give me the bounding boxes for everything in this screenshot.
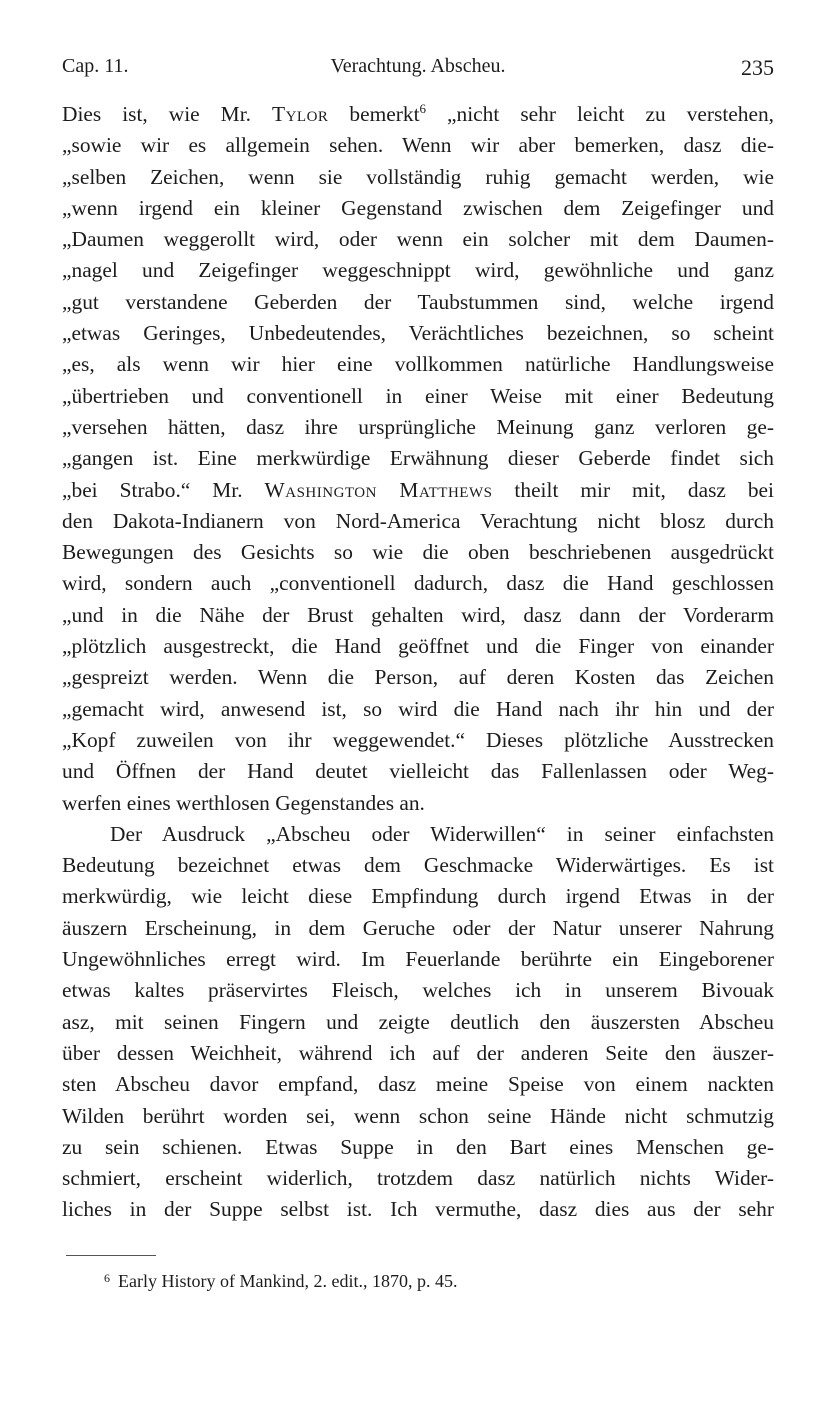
text-line: Bewegungen des Gesichts so wie die oben beschriebenen ausgedrückt <box>62 540 774 565</box>
text-line: Wilden berührt worden sei, wenn schon seine Hände nicht schmutzig <box>62 1103 774 1128</box>
text-line: Ungewöhnliches erregt wird. Im Feuerlande berührte ein Eingeborener <box>62 947 774 972</box>
text-line: schmiert, erscheint widerlich, trotzdem dasz natürlich nichts Wider- <box>62 1166 774 1191</box>
chapter-label: Cap. 11. <box>62 55 129 77</box>
text-line: „und in die Nähe der Brust gehalten wird, dasz dann der Vorderarm <box>62 602 774 627</box>
text-line: den Dakota-Indianern von Nord-America Verachtung nicht blosz durch <box>62 508 774 533</box>
footnote-number: 6 <box>104 1271 110 1285</box>
text-span: „nicht sehr leicht zu verstehen, <box>426 102 775 126</box>
footnote-divider <box>66 1255 156 1256</box>
footnote-ref: 6 <box>419 101 427 116</box>
text-line: Bedeutung bezeichnet etwas dem Geschmacke Widerwärtiges. Es ist <box>62 853 774 878</box>
text-line: „sowie wir es allgemein sehen. Wenn wir aber bemerken, dasz die- <box>62 133 774 158</box>
text-line: Der Ausdruck „Abscheu oder Widerwillen“ in seiner einfachsten <box>110 821 774 846</box>
author-name-tylor: Tylor <box>272 102 329 126</box>
text-line: etwas kaltes präservirtes Fleisch, welches ich in unserem Bivouak <box>62 978 774 1003</box>
text-span: bemerkt <box>328 102 420 126</box>
paragraph-1 <box>62 99 774 819</box>
text-line: „Daumen weggerollt wird, oder wenn ein solcher mit dem Daumen- <box>62 227 774 252</box>
text-line: über dessen Weichheit, während ich auf der anderen Seite den äuszer- <box>62 1040 774 1065</box>
text-line: asz, mit seinen Fingern und zeigte deutlich den äuszersten Abscheu <box>62 1009 774 1034</box>
paragraph-2 <box>62 819 774 1226</box>
text-line: werfen eines werthlosen Gegenstandes an. <box>62 790 425 815</box>
text-line: „versehen hätten, dasz ihre ursprüngliche Meinung ganz verloren ge- <box>62 414 774 439</box>
text-line: sten Abscheu davor empfand, dasz meine Speise von einem nackten <box>62 1072 774 1097</box>
page-number: 235 <box>741 55 774 80</box>
text-span: theilt mir mit, dasz bei <box>492 477 774 502</box>
text-line <box>62 475 774 506</box>
text-line: „gespreizt werden. Wenn die Person, auf deren Kosten das Zeichen <box>62 665 774 690</box>
text-span: Dies ist, wie Mr. <box>62 102 273 126</box>
text-line: und Öffnen der Hand deutet vielleicht das Fallenlassen oder Weg- <box>62 759 774 784</box>
text-line: liches in der Suppe selbst ist. Ich vermuthe, dasz dies aus der sehr <box>62 1197 774 1222</box>
text-line: „gut verstandene Geberden der Taubstummen sind, welche irgend <box>62 289 774 314</box>
text-line <box>62 99 774 130</box>
text-line: zu sein schienen. Etwas Suppe in den Bart eines Menschen ge- <box>62 1134 774 1159</box>
text-line: „Kopf zuweilen von ihr weggewendet.“ Dieses plötzliche Ausstrecken <box>62 727 774 752</box>
text-line: „übertrieben und conventionell in einer Weise mit einer Bedeutung <box>62 383 774 408</box>
text-line: merkwürdig, wie leicht diese Empfindung durch irgend Etwas in der <box>62 884 774 909</box>
text-span: „bei Strabo.“ Mr. <box>62 477 265 502</box>
text-line: „gangen ist. Eine merkwürdige Erwähnung dieser Geberde findet sich <box>62 446 774 471</box>
text-line: „wenn irgend ein kleiner Gegenstand zwischen dem Zeigefinger und <box>62 195 774 220</box>
text-line: „nagel und Zeigefinger weggeschnippt wird, gewöhnliche und ganz <box>62 258 774 283</box>
author-name-matthews: Washington Matthews <box>264 477 493 502</box>
footnote-text: Early History of Mankind, 2. edit., 1870, p. 45. <box>118 1271 458 1291</box>
text-line: „selben Zeichen, wenn sie vollständig ruhig gemacht werden, wie <box>62 164 774 189</box>
text-line: „plötzlich ausgestreckt, die Hand geöffnet und die Finger von einander <box>62 634 774 659</box>
text-line: wird, sondern auch „conventionell dadurch, dasz die Hand geschlossen <box>62 571 774 596</box>
body-text <box>62 99 774 1226</box>
running-header <box>62 55 774 85</box>
text-line: äuszern Erscheinung, in dem Geruche oder der Natur unserer Nahrung <box>62 915 774 940</box>
text-line: „etwas Geringes, Unbedeutendes, Verächtliches bezeichnen, so scheint <box>62 321 774 346</box>
text-line: „gemacht wird, anwesend ist, so wird die Hand nach ihr hin und der <box>62 696 774 721</box>
footnote <box>104 1271 457 1292</box>
running-title: Verachtung. Abscheu. <box>330 55 506 77</box>
text-line: „es, als wenn wir hier eine vollkommen natürliche Handlungsweise <box>62 352 774 377</box>
